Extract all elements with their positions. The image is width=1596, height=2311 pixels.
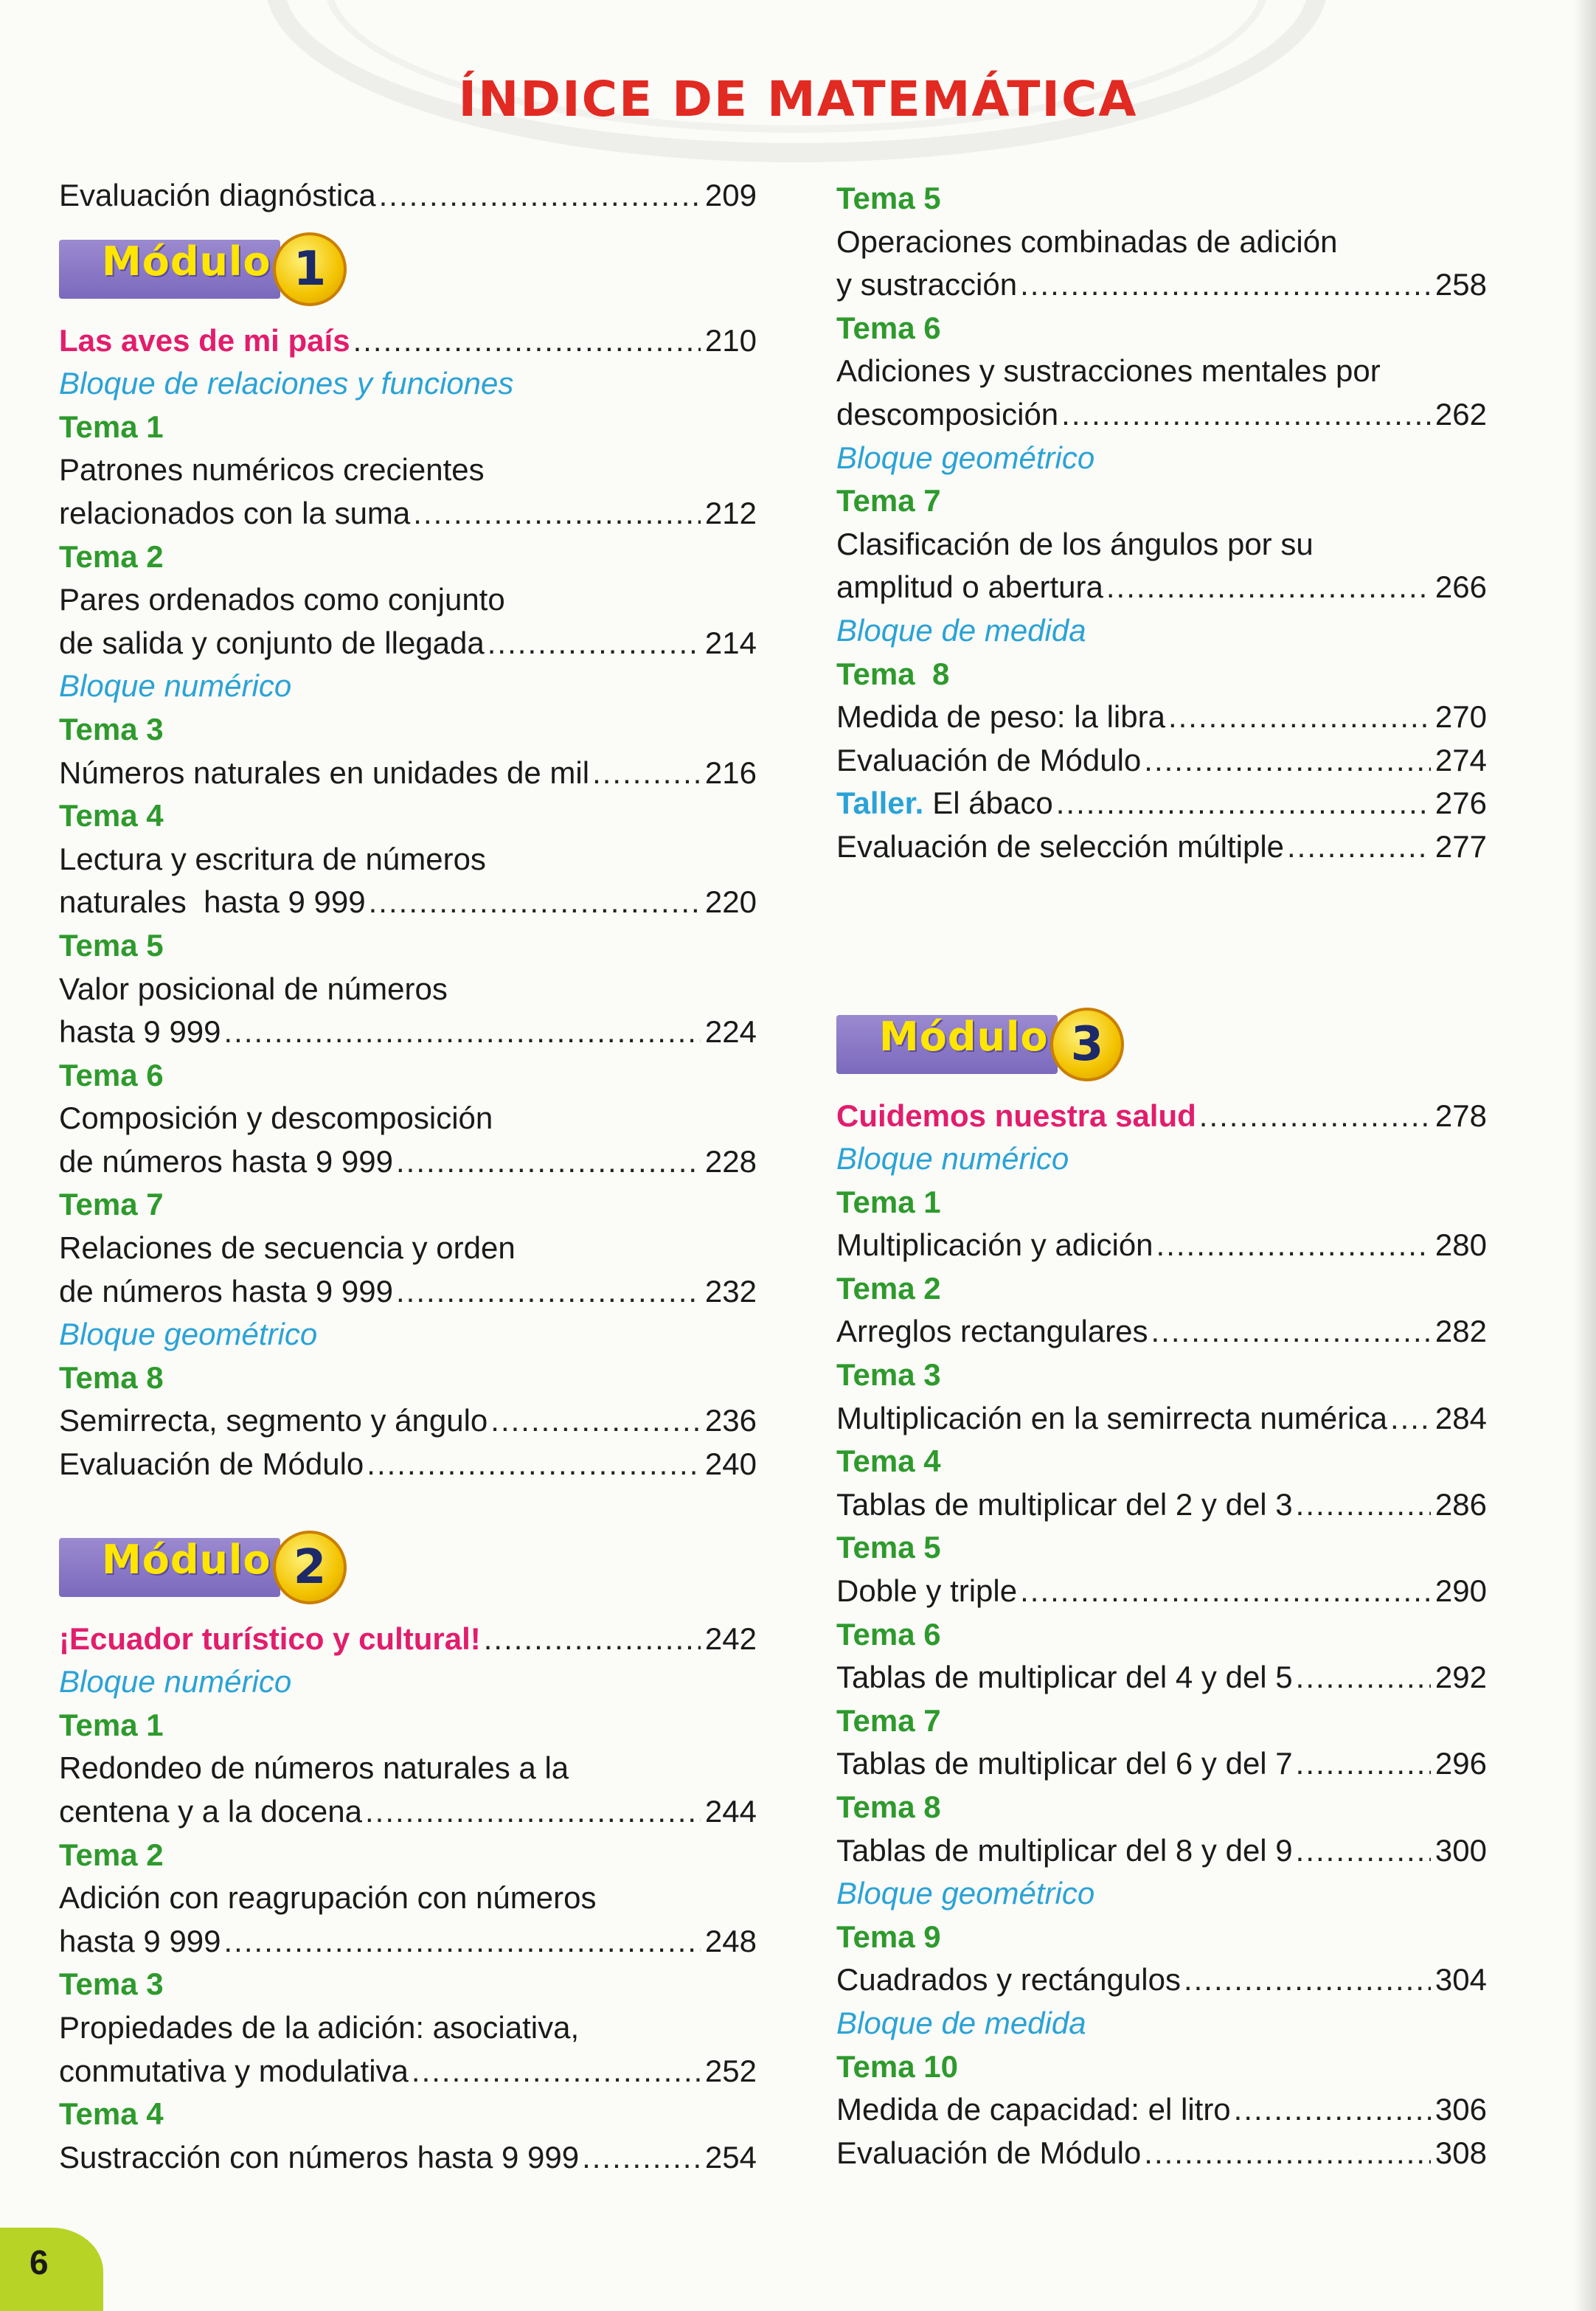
module-label: Módulo bbox=[879, 1013, 1049, 1060]
entry-page: 262 bbox=[1434, 396, 1487, 432]
tema-label: Tema 3 bbox=[59, 711, 164, 746]
toc-entry[interactable] bbox=[59, 1140, 757, 1184]
module-2-banner bbox=[59, 1529, 757, 1606]
entry-text: Evaluación de Módulo bbox=[836, 742, 1142, 777]
leader-dots bbox=[396, 1140, 701, 1184]
entry-page: 290 bbox=[1434, 1573, 1487, 1609]
toc-entry[interactable] bbox=[836, 566, 1487, 609]
leader-dots bbox=[412, 2050, 701, 2093]
entry-text: descomposición bbox=[836, 396, 1059, 432]
toc-entry[interactable] bbox=[59, 1270, 757, 1314]
toc-entry[interactable] bbox=[836, 1742, 1487, 1786]
entry-text: Evaluación de selección múltiple bbox=[836, 828, 1285, 864]
entry-page: 210 bbox=[704, 322, 757, 358]
leader-dots bbox=[582, 2136, 701, 2180]
toc-entry[interactable] bbox=[836, 1224, 1487, 1267]
entry-page: 228 bbox=[704, 1143, 757, 1179]
entry-text: Multiplicación en la semirrecta numérica bbox=[836, 1400, 1387, 1435]
entry-text: Multiplicación y adición bbox=[836, 1227, 1153, 1263]
page-number-tab bbox=[0, 2228, 103, 2311]
leader-dots bbox=[1296, 1483, 1431, 1527]
entry-page: 280 bbox=[1434, 1227, 1487, 1263]
entry-page: 224 bbox=[704, 1014, 757, 1050]
entry-page: 270 bbox=[1434, 699, 1487, 735]
leader-dots bbox=[1390, 1397, 1431, 1441]
entry-page: 306 bbox=[1434, 2092, 1487, 2127]
bloque-heading: Bloque numérico bbox=[836, 1141, 1069, 1177]
module-label: Módulo bbox=[102, 1536, 271, 1583]
entry-text: centena y a la docena bbox=[59, 1794, 362, 1829]
unit-entry[interactable] bbox=[836, 1095, 1487, 1138]
entry-page: 220 bbox=[704, 884, 757, 920]
bloque-heading: Bloque de medida bbox=[836, 2005, 1086, 2040]
entry-page: 209 bbox=[704, 178, 757, 212]
entry-page: 276 bbox=[1434, 786, 1487, 821]
module-number-badge: 3 bbox=[1050, 1008, 1124, 1081]
leader-dots bbox=[367, 1443, 701, 1486]
entry-page: 244 bbox=[704, 1794, 757, 1829]
entry-page: 308 bbox=[1434, 2135, 1487, 2170]
entry-text: Tablas de multiplicar del 8 y del 9 bbox=[836, 1832, 1293, 1868]
entry-line: Valor posicional de números bbox=[59, 971, 448, 1006]
toc-entry-taller[interactable] bbox=[836, 782, 1487, 825]
entry-page: 278 bbox=[1434, 1098, 1487, 1133]
leader-dots bbox=[224, 1920, 701, 1964]
tema-label: Tema 1 bbox=[59, 1707, 164, 1742]
toc-entry[interactable] bbox=[59, 174, 757, 218]
tema-label: Tema 5 bbox=[836, 181, 941, 215]
tema-label: Tema 2 bbox=[836, 1270, 941, 1306]
toc-entry[interactable] bbox=[59, 1920, 757, 1964]
entry-page: 274 bbox=[1434, 742, 1487, 777]
entry-text: Cuadrados y rectángulos bbox=[836, 1962, 1181, 1998]
tema-label: Tema 7 bbox=[836, 1702, 941, 1738]
entry-text: y sustracción bbox=[836, 267, 1018, 302]
entry-text: relacionados con la suma bbox=[59, 495, 411, 530]
leader-dots bbox=[413, 492, 701, 536]
entry-page: 252 bbox=[704, 2053, 757, 2088]
leader-dots bbox=[365, 1790, 701, 1834]
tema-label: Tema 8 bbox=[836, 656, 950, 691]
leader-dots bbox=[1199, 1095, 1431, 1138]
tema-label: Tema 3 bbox=[59, 1967, 164, 2002]
entry-text: amplitud o abertura bbox=[836, 569, 1103, 605]
entry-text: naturales hasta 9 999 bbox=[59, 884, 366, 920]
bloque-heading: Bloque de medida bbox=[836, 612, 1086, 648]
entry-text: de números hasta 9 999 bbox=[59, 1273, 393, 1309]
entry-line: Pares ordenados como conjunto bbox=[59, 582, 505, 617]
leader-dots bbox=[379, 174, 701, 218]
leader-dots bbox=[1144, 2132, 1431, 2175]
tema-label: Tema 1 bbox=[836, 1184, 941, 1219]
leader-dots bbox=[396, 1270, 701, 1314]
leader-dots bbox=[1184, 1958, 1431, 2002]
entry-text: Semirrecta, segmento y ángulo bbox=[59, 1403, 488, 1438]
toc-entry[interactable] bbox=[836, 2088, 1487, 2132]
entry-text: Medida de capacidad: el litro bbox=[836, 2092, 1231, 2127]
entry-page: 254 bbox=[704, 2139, 757, 2175]
unit-entry[interactable] bbox=[59, 319, 757, 363]
unit-title: Cuidemos nuestra salud bbox=[836, 1098, 1196, 1133]
entry-page: 266 bbox=[1434, 569, 1487, 605]
bloque-heading: Bloque geométrico bbox=[836, 1876, 1095, 1911]
tema-label: Tema 8 bbox=[59, 1359, 164, 1395]
leader-dots bbox=[592, 752, 701, 795]
leader-dots bbox=[1287, 825, 1431, 869]
entry-line: Propiedades de la adición: asociativa, bbox=[59, 2009, 580, 2045]
entry-page: 216 bbox=[704, 755, 757, 790]
leader-dots bbox=[1296, 1829, 1431, 1873]
leader-dots bbox=[484, 1618, 701, 1661]
entry-page: 232 bbox=[704, 1273, 757, 1309]
toc-entry[interactable] bbox=[59, 2136, 757, 2180]
toc-right-column bbox=[836, 177, 1487, 2175]
entry-text: conmutativa y modulativa bbox=[59, 2053, 409, 2088]
tema-label: Tema 4 bbox=[836, 1444, 941, 1479]
entry-text: Evaluación de Módulo bbox=[59, 1446, 364, 1482]
tema-label: Tema 7 bbox=[836, 483, 941, 519]
leader-dots bbox=[1061, 393, 1431, 437]
page-gutter-shadow bbox=[1574, 0, 1596, 2311]
entry-line: Adiciones y sustracciones mentales por bbox=[836, 353, 1381, 389]
tema-label: Tema 2 bbox=[59, 538, 164, 574]
leader-dots bbox=[1168, 696, 1431, 739]
toc-entry[interactable] bbox=[59, 1011, 757, 1054]
entry-page: 282 bbox=[1434, 1314, 1487, 1349]
entry-page: 248 bbox=[704, 1923, 757, 1958]
entry-text: Evaluación diagnóstica bbox=[59, 178, 376, 212]
toc-entry[interactable] bbox=[836, 739, 1487, 783]
toc-entry[interactable] bbox=[836, 2132, 1487, 2175]
leader-dots bbox=[1156, 1224, 1431, 1267]
entry-line: Clasificación de los ángulos por su bbox=[836, 526, 1314, 561]
toc-entry[interactable] bbox=[836, 825, 1487, 869]
tema-label: Tema 1 bbox=[59, 409, 164, 444]
entry-text: hasta 9 999 bbox=[59, 1923, 221, 1958]
toc-entry[interactable] bbox=[59, 622, 757, 665]
leader-dots bbox=[1106, 566, 1431, 609]
tema-label: Tema 10 bbox=[836, 2048, 958, 2084]
entry-page: 212 bbox=[704, 495, 757, 530]
entry-line: Redondeo de números naturales a la bbox=[59, 1750, 569, 1786]
entry-text: Sustracción con números hasta 9 999 bbox=[59, 2139, 580, 2175]
entry-page: 236 bbox=[704, 1403, 757, 1438]
tema-label: Tema 6 bbox=[59, 1057, 164, 1092]
entry-text: Tablas de multiplicar del 4 y del 5 bbox=[836, 1660, 1293, 1695]
entry-line: Operaciones combinadas de adición bbox=[836, 224, 1338, 259]
leader-dots bbox=[369, 881, 701, 924]
module-number-badge: 2 bbox=[273, 1531, 347, 1604]
toc-entry[interactable] bbox=[59, 1443, 757, 1486]
entry-page: 300 bbox=[1434, 1832, 1487, 1868]
page-title: ÍNDICE DE MATEMÁTICA bbox=[458, 71, 1138, 128]
unit-entry[interactable] bbox=[59, 1618, 757, 1661]
toc-entry[interactable] bbox=[59, 1790, 757, 1834]
toc-left-column bbox=[59, 174, 757, 2179]
toc-entry[interactable] bbox=[836, 1829, 1487, 1873]
unit-title: ¡Ecuador turístico y cultural! bbox=[59, 1621, 481, 1656]
tema-label: Tema 5 bbox=[836, 1530, 941, 1565]
entry-page: 240 bbox=[704, 1446, 757, 1482]
toc-entry[interactable] bbox=[836, 393, 1487, 437]
module-1-banner bbox=[59, 231, 757, 308]
entry-page: 258 bbox=[1434, 267, 1487, 302]
leader-dots bbox=[353, 319, 701, 363]
toc-entry[interactable] bbox=[836, 1656, 1487, 1700]
leader-dots bbox=[1020, 1570, 1431, 1613]
entry-text: Números naturales en unidades de mil bbox=[59, 755, 590, 790]
toc-entry[interactable] bbox=[59, 752, 757, 795]
leader-dots bbox=[1296, 1742, 1431, 1786]
entry-page: 242 bbox=[704, 1621, 757, 1656]
leader-dots bbox=[1020, 263, 1431, 307]
tema-label: Tema 6 bbox=[836, 310, 941, 345]
module-number-badge: 1 bbox=[273, 232, 347, 306]
tema-label: Tema 4 bbox=[59, 798, 164, 834]
module-3-banner bbox=[836, 1006, 1487, 1083]
entry-page: 304 bbox=[1434, 1962, 1487, 1998]
toc-entry[interactable] bbox=[836, 1397, 1487, 1441]
unit-title: Las aves de mi país bbox=[59, 322, 350, 358]
leader-dots bbox=[1151, 1310, 1431, 1354]
tema-label: Tema 3 bbox=[836, 1357, 941, 1393]
leader-dots bbox=[1234, 2088, 1431, 2132]
leader-dots bbox=[490, 1399, 701, 1443]
toc-entry[interactable] bbox=[59, 881, 757, 924]
tema-label: Tema 5 bbox=[59, 927, 164, 963]
bloque-heading: Bloque de relaciones y funciones bbox=[59, 366, 514, 401]
bloque-heading: Bloque geométrico bbox=[59, 1317, 318, 1352]
leader-dots bbox=[1144, 739, 1431, 783]
tema-label: Tema 4 bbox=[59, 2096, 164, 2132]
entry-text: Tablas de multiplicar del 2 y del 3 bbox=[836, 1486, 1293, 1522]
entry-text: Arreglos rectangulares bbox=[836, 1314, 1148, 1349]
entry-text: de números hasta 9 999 bbox=[59, 1143, 393, 1179]
entry-text: Medida de peso: la libra bbox=[836, 699, 1165, 735]
tema-label: Tema 7 bbox=[59, 1187, 164, 1222]
column-spacer bbox=[836, 869, 1487, 1006]
leader-dots bbox=[224, 1011, 701, 1054]
entry-text: de salida y conjunto de llegada bbox=[59, 625, 485, 660]
leader-dots bbox=[1296, 1656, 1431, 1700]
entry-page: 277 bbox=[1434, 828, 1487, 864]
entry-text: El ábaco bbox=[932, 786, 1053, 821]
entry-text: Tablas de multiplicar del 6 y del 7 bbox=[836, 1746, 1293, 1781]
leader-dots bbox=[488, 622, 701, 665]
tema-label: Tema 6 bbox=[836, 1616, 941, 1652]
toc-entry[interactable] bbox=[836, 1483, 1487, 1527]
bloque-heading: Bloque numérico bbox=[59, 668, 292, 704]
entry-line: Composición y descomposición bbox=[59, 1101, 493, 1136]
page-number: 6 bbox=[30, 2243, 49, 2281]
tema-label: Tema 9 bbox=[836, 1919, 941, 1954]
toc-entry[interactable] bbox=[59, 492, 757, 536]
entry-line: Adición con reagrupación con números bbox=[59, 1880, 597, 1916]
toc-entry[interactable] bbox=[59, 1399, 757, 1443]
entry-text: Doble y triple bbox=[836, 1573, 1018, 1609]
tema-label: Tema 8 bbox=[836, 1789, 941, 1824]
toc-entry[interactable] bbox=[836, 1310, 1487, 1354]
toc-entry[interactable] bbox=[836, 263, 1487, 307]
entry-page: 296 bbox=[1434, 1746, 1487, 1781]
taller-label: Taller. bbox=[836, 786, 924, 821]
entry-page: 286 bbox=[1434, 1486, 1487, 1522]
toc-entry[interactable] bbox=[836, 696, 1487, 739]
entry-page: 214 bbox=[704, 625, 757, 660]
entry-line: Patrones numéricos crecientes bbox=[59, 452, 485, 488]
leader-dots bbox=[1056, 782, 1431, 825]
entry-page: 292 bbox=[1434, 1660, 1487, 1695]
toc-entry[interactable] bbox=[836, 1958, 1487, 2002]
entry-text: Evaluación de Módulo bbox=[836, 2135, 1142, 2170]
bloque-heading: Bloque geométrico bbox=[836, 440, 1095, 475]
toc-entry[interactable] bbox=[59, 2050, 757, 2093]
entry-text: hasta 9 999 bbox=[59, 1014, 221, 1050]
tema-label: Tema 2 bbox=[59, 1837, 164, 1872]
module-label: Módulo bbox=[102, 238, 271, 285]
toc-entry[interactable] bbox=[836, 1570, 1487, 1613]
bloque-heading: Bloque numérico bbox=[59, 1664, 292, 1700]
entry-line: Lectura y escritura de números bbox=[59, 841, 486, 876]
entry-line: Relaciones de secuencia y orden bbox=[59, 1230, 516, 1266]
entry-page: 284 bbox=[1434, 1400, 1487, 1435]
